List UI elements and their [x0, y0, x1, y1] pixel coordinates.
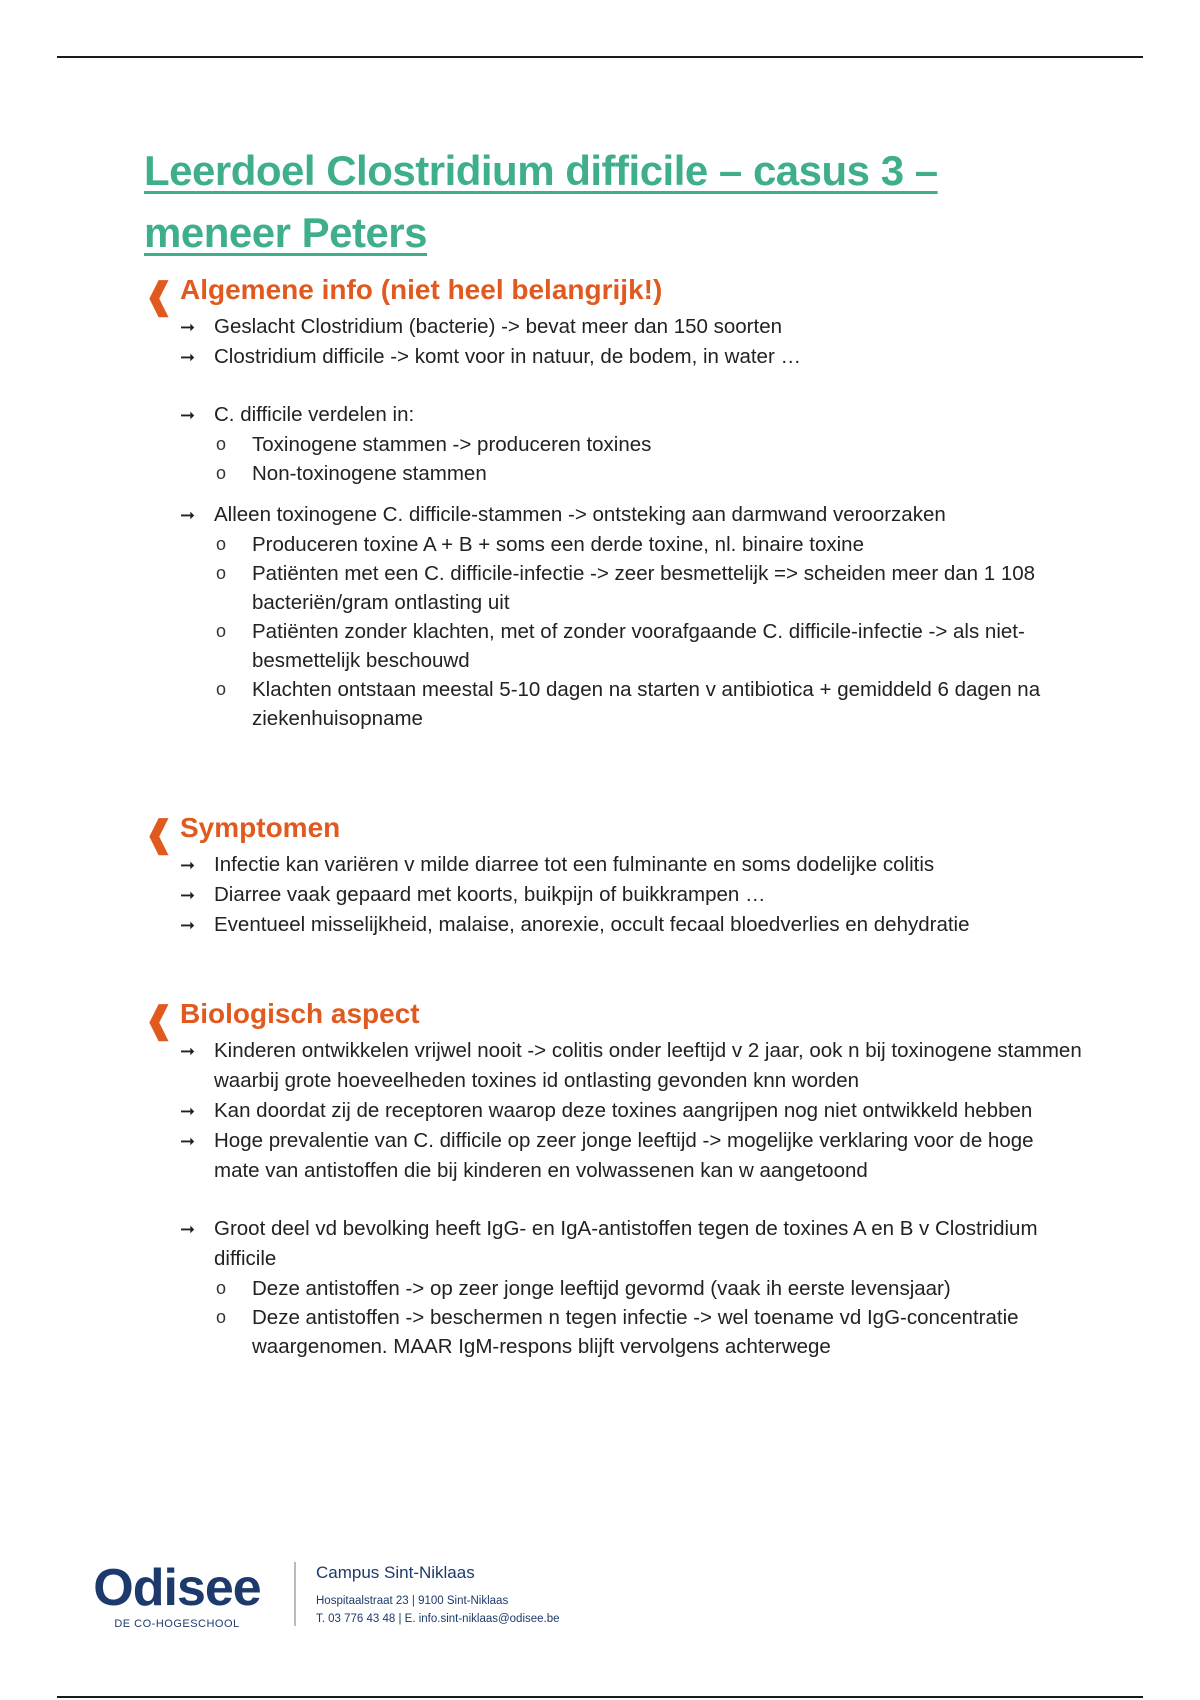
circle-bullet-icon: o [216, 1307, 227, 1327]
arrow-bullet-icon: ➞ [180, 1131, 196, 1151]
arrow-bullet-icon: ➞ [180, 347, 196, 367]
logo-brand: Odisee [93, 1559, 261, 1617]
circle-bullet-icon: o [216, 1278, 227, 1298]
circle-bullet-icon: o [216, 463, 227, 483]
sub-list [214, 1274, 1084, 1361]
arrow-bullet-icon: ➞ [180, 885, 196, 905]
sub-list-item: o Non-toxinogene stammen [216, 459, 1084, 488]
list-item: ➞ Diarree vaak gepaard met koorts, buikpijn of buikkrampen … [180, 880, 1084, 910]
odisee-logo [72, 1560, 282, 1630]
section-heading-text: Biologisch aspect [180, 998, 420, 1029]
bullet-list [144, 312, 1084, 733]
list-item: ➞ Kan doordat zij de receptoren waarop deze toxines aangrijpen nog niet ontwikkeld hebben [180, 1096, 1084, 1126]
top-rule [57, 56, 1143, 58]
section-heading [144, 272, 1084, 317]
circle-bullet-icon: o [216, 534, 227, 554]
list-item: ➞ Eventueel misselijkheid, malaise, anorexie, occult fecaal bloedverlies en dehydratie [180, 910, 1084, 940]
section-heading-text: Algemene info (niet heel belangrijk!) [180, 274, 663, 305]
quote-mark-icon: ❰ [144, 275, 175, 317]
list-item: ➞ Groot deel vd bevolking heeft IgG- en IgA-antistoffen tegen de toxines A en B v Clostridium difficile o Deze antistoffen -> op zeer jonge leeftijd gevormd (vaak ih eerste levensjaar) o Deze antistoffen -> beschermen n tegen infectie -> wel toename vd IgG-concentratie waargenomen. MAAR IgM-respons blijft vervolgens achterwege [180, 1214, 1084, 1361]
section-algemeen [144, 272, 1084, 733]
list-item: ➞ Alleen toxinogene C. difficile-stammen -> ontsteking aan darmwand veroorzaken o Produceren toxine A + B + soms een derde toxine, nl. binaire toxine o Patiënten met een C. difficile-infectie -> zeer besmettelijk => scheiden meer dan 1 108 bacteriën/gram ontlasting uit o Patiënten zonder klachten, met of zonder voorafgaande C. difficile-infectie -> als niet-besmettelijk beschouwd o Klachten ontstaan meestal 5-10 dagen na starten v antibiotica + gemiddeld 6 dagen na ziekenhuisopname [180, 500, 1084, 733]
sub-list-item: o Patiënten zonder klachten, met of zonder voorafgaande C. difficile-infectie -> als niet-besmettelijk beschouwd [216, 617, 1084, 675]
sub-list-item: o Deze antistoffen -> beschermen n tegen infectie -> wel toename vd IgG-concentratie waargenomen. MAAR IgM-respons blijft vervolgens achterwege [216, 1303, 1084, 1361]
arrow-bullet-icon: ➞ [180, 405, 196, 425]
arrow-bullet-icon: ➞ [180, 505, 196, 525]
list-item: ➞ Infectie kan variëren v milde diarree tot een fulminante en soms dodelijke colitis [180, 850, 1084, 880]
circle-bullet-icon: o [216, 621, 227, 641]
footer [72, 1560, 672, 1630]
circle-bullet-icon: o [216, 679, 227, 699]
list-item: ➞ Clostridium difficile -> komt voor in natuur, de bodem, in water … [180, 342, 1084, 372]
arrow-bullet-icon: ➞ [180, 317, 196, 337]
sub-list-item: o Klachten ontstaan meestal 5-10 dagen na starten v antibiotica + gemiddeld 6 dagen na ziekenhuisopname [216, 675, 1084, 733]
arrow-bullet-icon: ➞ [180, 915, 196, 935]
arrow-bullet-icon: ➞ [180, 1219, 196, 1239]
list-item: ➞ C. difficile verdelen in: o Toxinogene stammen -> produceren toxines o Non-toxinogene stammen [180, 400, 1084, 488]
sub-list-item: o Deze antistoffen -> op zeer jonge leeftijd gevormd (vaak ih eerste levensjaar) [216, 1274, 1084, 1303]
logo-tagline: DE CO-HOGESCHOOL [114, 1618, 240, 1630]
sub-list-item: o Patiënten met een C. difficile-infectie -> zeer besmettelijk => scheiden meer dan 1 108 bacteriën/gram ontlasting uit [216, 559, 1084, 617]
page-title [144, 140, 1044, 264]
sub-list [214, 530, 1084, 733]
sub-list-item: o Toxinogene stammen -> produceren toxines [216, 430, 1084, 459]
sub-list [214, 430, 1084, 488]
list-item: ➞ Geslacht Clostridium (bacterie) -> bevat meer dan 150 soorten [180, 312, 1084, 342]
section-heading-text: Symptomen [180, 812, 341, 843]
circle-bullet-icon: o [216, 563, 227, 583]
page-title-line1: Leerdoel Clostridium difficile – casus 3 – [144, 147, 938, 194]
section-biologisch [144, 996, 1084, 1361]
section-heading [144, 996, 1084, 1041]
page-title-line2: meneer Peters [144, 209, 428, 256]
arrow-bullet-icon: ➞ [180, 1101, 196, 1121]
campus-name: Campus Sint-Niklaas [316, 1563, 475, 1582]
arrow-bullet-icon: ➞ [180, 1041, 196, 1061]
campus-info [316, 1562, 696, 1628]
bullet-list [144, 1036, 1084, 1361]
campus-address: Hospitaalstraat 23 | 9100 Sint-Niklaas [316, 1595, 509, 1607]
circle-bullet-icon: o [216, 434, 227, 454]
footer-divider [294, 1562, 296, 1626]
arrow-bullet-icon: ➞ [180, 855, 196, 875]
bottom-rule [57, 1696, 1143, 1698]
section-heading [144, 810, 1084, 855]
sub-list-item: o Produceren toxine A + B + soms een derde toxine, nl. binaire toxine [216, 530, 1084, 559]
bullet-list [144, 850, 1084, 940]
quote-mark-icon: ❰ [144, 813, 175, 855]
section-symptomen [144, 810, 1084, 940]
quote-mark-icon: ❰ [144, 999, 175, 1041]
list-item: ➞ Hoge prevalentie van C. difficile op zeer jonge leeftijd -> mogelijke verklaring voor de hoge mate van antistoffen die bij kinderen en volwassenen kan w aangetoond [180, 1126, 1084, 1186]
list-item: ➞ Kinderen ontwikkelen vrijwel nooit -> colitis onder leeftijd v 2 jaar, ook n bij toxinogene stammen waarbij grote hoeveelheden toxines id ontlasting gevonden knn worden [180, 1036, 1084, 1096]
campus-contact: T. 03 776 43 48 | E. info.sint-niklaas@odisee.be [316, 1613, 560, 1625]
